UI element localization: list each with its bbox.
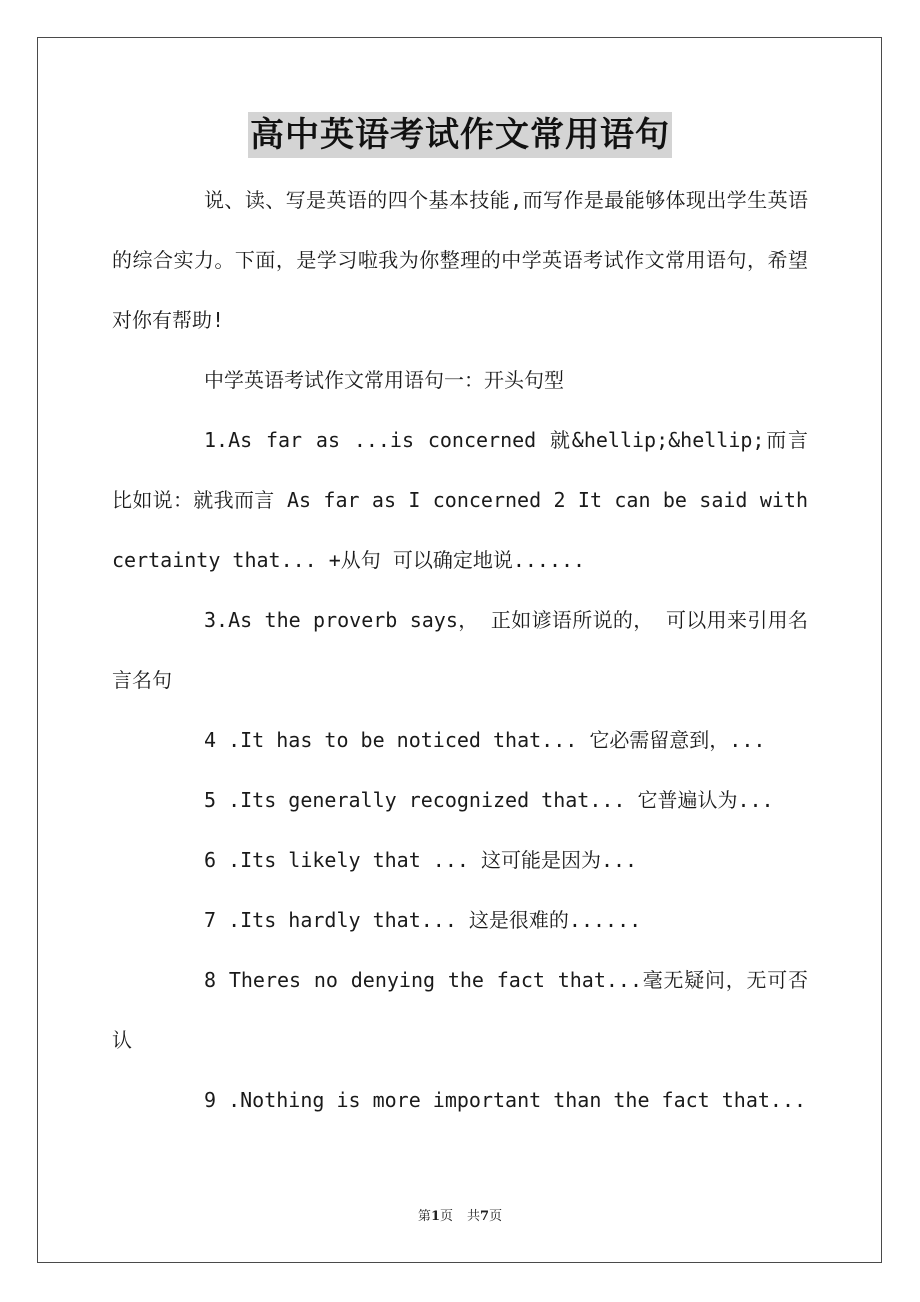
title-container [0,112,920,158]
section-heading: 中学英语考试作文常用语句一：开头句型 [204,368,564,392]
phrase-item-5: 5 .Its generally recognized that... 它普遍认为... [204,788,774,812]
page-footer [0,1205,920,1224]
intro-paragraph: 说、读、写是英语的四个基本技能,而写作是最能够体现出学生英语的综合实力。下面，是学习啦我为你整理的中学英语考试作文常用语句，希望对你有帮助! [112,188,808,332]
page-unit: 页 [439,1209,453,1224]
document-body [112,170,808,1130]
phrase-item-4: 4 .It has to be noticed that... 它必需留意到，... [204,728,766,752]
phrase-item-3: 3.As the proverb says， 正如谚语所说的， 可以用来引用名言名句 [112,608,808,692]
phrase-item-8: 8 Theres no denying the fact that...毫无疑问，无可否认 [112,968,808,1052]
document-title: 高中英语考试作文常用语句 [248,112,672,158]
total-prefix: 共 [467,1209,481,1224]
page-prefix: 第 [417,1209,431,1224]
page-total: 7 [480,1209,490,1224]
phrase-item-7: 7 .Its hardly that... 这是很难的...... [204,908,642,932]
total-unit: 页 [489,1209,503,1224]
phrase-item-6: 6 .Its likely that ... 这可能是因为... [204,848,638,872]
phrase-item-1-2: 1.As far as ...is concerned 就&hellip;&hellip;而言比如说：就我而言 As far as I concerned 2 It can be said with certainty that... +从句 可以确定地说...... [112,428,808,572]
page-current: 1 [430,1209,440,1224]
phrase-item-9: 9 .Nothing is more important than the fact that... [204,1088,807,1112]
